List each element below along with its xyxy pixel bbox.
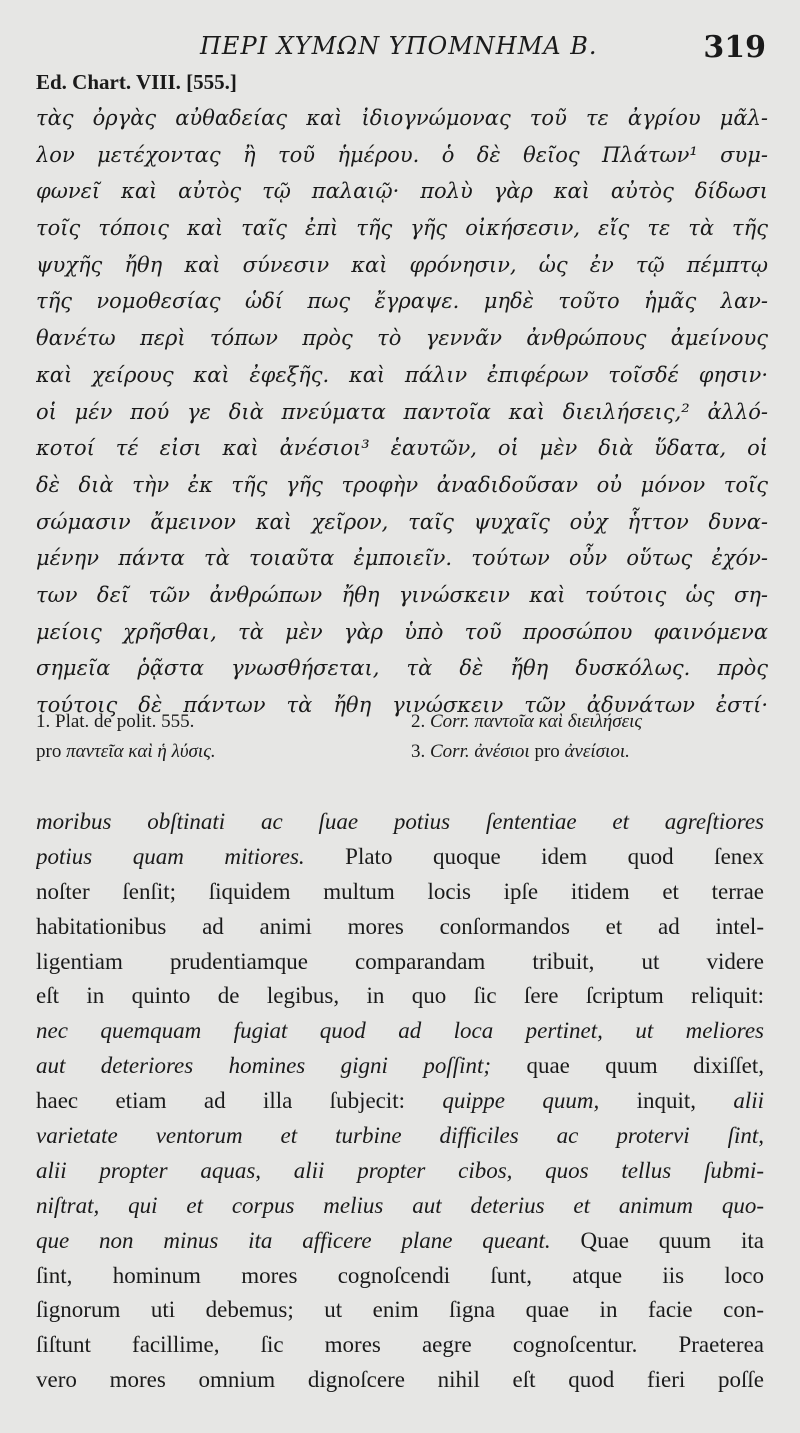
latin-text-block	[36, 805, 764, 1398]
greek-line: ψυχῆς ἤθη καὶ σύνεσιν καὶ φρόνησιν, ὡς ἐν τῷ πέμπτῳ	[36, 252, 768, 277]
greek-line: δὲ διὰ τὴν ἐκ τῆς γῆς τροφὴν ἀναδιδοῦσαν οὐ μόνον τοῖς	[36, 472, 768, 497]
latin-line: ſiſtunt facillime, ſic mores aegre cognoſcentur. Praeterea	[36, 1332, 764, 1358]
footnote-number: 3.	[411, 741, 426, 762]
footnote-number: 2.	[411, 711, 426, 732]
page-number: 319	[703, 30, 766, 65]
running-head	[0, 30, 800, 64]
greek-text-block	[36, 100, 768, 724]
latin-line: alii propter aquas, alii propter cibos, quos tellus ſubmi-	[36, 1157, 764, 1183]
footnote-row	[36, 737, 764, 767]
footnote-row	[36, 707, 764, 737]
greek-line: τὰς ὀργὰς αὐθαδείας καὶ ἰδιογνώμονας τοῦ τε ἀγρίου μᾶλ-	[36, 106, 768, 130]
latin-line: eſt in quinto de legibus, in quo ſic ſere ſcriptum reliquit:	[36, 983, 764, 1009]
latin-line: ſint, hominum mores cognoſcendi ſunt, atque iis loco	[36, 1262, 764, 1288]
latin-line	[36, 1084, 764, 1119]
footnote-2	[411, 707, 642, 737]
footnote-3	[411, 737, 630, 767]
footnote-pro: pro	[36, 741, 62, 762]
latin-line: moribus obſtinati ac ſuae potius ſententiae et agreſtiores	[36, 809, 764, 834]
latin-roman: Quae quum ita	[550, 1227, 764, 1253]
footnote-corr-label: Corr.	[430, 741, 470, 762]
footnote-pro: pro	[534, 741, 560, 762]
greek-line: τῆς νομοθεσίας ὡδί πως ἔγραψε. μηδὲ τοῦτο ἡμᾶς λαν-	[36, 289, 768, 314]
greek-line: λον μετέχοντας ἢ τοῦ ἡμέρου. ὁ δὲ θεῖος Πλάτων¹ συμ-	[36, 142, 768, 167]
latin-roman: haec etiam ad illa ſubjecit:	[36, 1088, 443, 1114]
latin-italic: que non minus ita afficere plane queant.	[36, 1227, 551, 1253]
latin-italic: alii	[733, 1088, 764, 1114]
running-title: ΠΕΡΙ ΧΥΜΩΝ ΥΠΟΜΝΗΜΑ Β.	[200, 32, 598, 60]
footnote-greek: παντεῖα καὶ ἡ λύσις.	[66, 741, 216, 762]
greek-line: καὶ χείρους καὶ ἐφεξῆς. καὶ πάλιν ἐπιφέρων τοῖσδέ φησιν·	[36, 362, 768, 387]
latin-line: varietate ventorum et turbine difficiles ac protervi ſint,	[36, 1123, 764, 1149]
latin-line	[36, 1049, 764, 1084]
edition-reference: Ed. Chart. VIII. [555.]	[36, 70, 237, 94]
footnote-2-continuation	[36, 737, 216, 767]
latin-italic: potius quam mitiores.	[36, 843, 305, 869]
latin-roman: inquit,	[599, 1088, 734, 1114]
greek-line: θανέτω περὶ τόπων πρὸς τὸ γεννᾶν ἀνθρώπους ἀμείνους	[36, 326, 768, 351]
latin-line	[36, 840, 764, 875]
greek-line: φωνεῖ καὶ αὐτὸς τῷ παλαιῷ· πολὺ γὰρ καὶ αὐτὸς δίδωσι	[36, 179, 768, 204]
greek-line: μένην πάντα τὰ τοιαῦτα ἐμποιεῖν. τούτων οὖν οὕτως ἐχόν-	[36, 546, 768, 571]
footnotes	[36, 707, 764, 767]
latin-line: habitationibus ad animi mores conſormandos et ad intel-	[36, 913, 764, 939]
greek-line: σημεῖα ῥᾷστα γνωσθήσεται, τὰ δὲ ἤθη δυσκόλως. πρὸς	[36, 656, 768, 681]
latin-italic: quippe quum,	[442, 1088, 600, 1114]
latin-line: ligentiam prudentiamque comparandam tribuit, ut videre	[36, 948, 764, 974]
greek-line: κοτοί τέ εἰσι καὶ ἀνέσιοι³ ἑαυτῶν, οἱ μὲν διὰ ὕδατα, οἱ	[36, 436, 768, 461]
latin-roman: quae quum dixiſſet,	[491, 1053, 764, 1079]
footnote-greek: παντοῖα καὶ διειλήσεις	[474, 711, 643, 732]
footnote-corr-label: Corr.	[430, 711, 470, 732]
footnote-greek: ἀνέσιοι	[474, 741, 530, 762]
latin-italic: aut deteriores homines gigni poſſint;	[36, 1053, 492, 1079]
footnote-1: 1. Plat. de polit. 555.	[36, 711, 195, 732]
greek-line: οἱ μέν πού γε διὰ πνεύματα παντοῖα καὶ διειλήσεις,² ἀλλό-	[36, 399, 768, 424]
latin-roman: Plato quoque idem quod ſenex	[304, 843, 764, 869]
latin-line	[36, 1224, 764, 1259]
greek-line: μείοις χρῆσθαι, τὰ μὲν γὰρ ὑπὸ τοῦ προσώπου φαινόμενα	[36, 619, 768, 644]
latin-line: noſter ſenſit; ſiquidem multum locis ipſe itidem et terrae	[36, 878, 764, 904]
latin-line: ſignorum uti debemus; ut enim ſigna quae in facie con-	[36, 1297, 764, 1323]
greek-line: των δεῖ τῶν ἀνθρώπων ἤθη γινώσκειν καὶ τούτοις ὡς ση-	[36, 582, 768, 607]
latin-line: nec quemquam fugiat quod ad loca pertinet, ut meliores	[36, 1018, 764, 1044]
footnote-greek: ἀνείσιοι.	[564, 741, 630, 762]
greek-line: τούτοις δὲ πάντων τὰ ἤθη γινώσκειν τῶν ἀδυνάτων ἐστί·	[36, 693, 768, 717]
latin-line: niſtrat, qui et corpus melius aut deterius et animum quo-	[36, 1192, 764, 1218]
greek-line: τοῖς τόποις καὶ ταῖς ἐπὶ τῆς γῆς οἰκήσεσιν, εἴς τε τὰ τῆς	[36, 216, 768, 241]
greek-line: σώμασιν ἄμεινον καὶ χεῖρον, ταῖς ψυχαῖς οὐχ ἧττον δυνα-	[36, 509, 768, 534]
latin-line: vero mores omnium dignoſcere nihil eſt quod fieri poſſe	[36, 1367, 764, 1393]
